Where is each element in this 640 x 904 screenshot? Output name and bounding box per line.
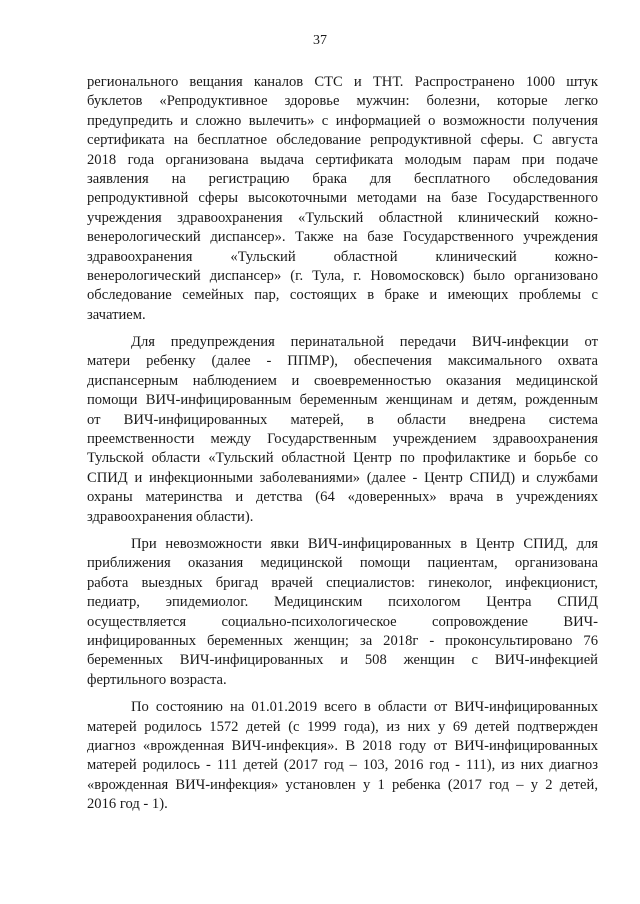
text-line: венерологический диспансер» (г. Тула, г. Новомосковск) было организовано: [87, 267, 598, 284]
text-line: заявления на регистрацию брака для бесплатного обследования: [87, 170, 598, 187]
text-line: Тульской области «Тульский областной Центр по профилактике и борьбе со: [87, 450, 598, 467]
text-line: «врожденная ВИЧ-инфекция» установлен у 1 ребенка (2017 год – у 2 детей,: [87, 776, 598, 793]
text-line: 2018 года организована выдача сертификата молодым парам при подаче: [87, 151, 598, 168]
text-line: здравоохранения области).: [87, 508, 254, 525]
text-line: педиатр, эпидемиолог. Медицинским психологом Центра СПИД: [87, 594, 598, 611]
text-line: беременных ВИЧ-инфицированных и 508 женщин с ВИЧ-инфекцией: [87, 652, 598, 669]
text-line: инфицированных беременных женщин; за 2018г - проконсультировано 76: [87, 632, 598, 649]
text-line: диспансерным наблюдением и своевременностью оказания медицинской: [87, 372, 598, 389]
text-line: от ВИЧ-инфицированных матерей, в области внедрена система: [87, 411, 598, 428]
text-line: При невозможности явки ВИЧ-инфицированных в Центр СПИД, для: [131, 535, 598, 552]
text-line: матерей родилось 1572 детей (с 1999 года), из них у 69 детей подтвержден: [87, 718, 598, 735]
text-line: репродуктивной сферы высокоточными методами на базе Государственного: [87, 190, 598, 207]
paragraph-2: [87, 333, 598, 527]
text-line: зачатием.: [87, 306, 146, 323]
text-line: помощи ВИЧ-инфицированным беременным женщинам и детям, рожденным: [87, 392, 598, 409]
text-line: осуществляется социально-психологическое сопровождение ВИЧ-: [87, 613, 598, 630]
text-line: СПИД и инфекционными заболеваниями» (далее - Центр СПИД) и службами: [87, 469, 598, 486]
text-line: По состоянию на 01.01.2019 всего в области от ВИЧ-инфицированных: [131, 699, 598, 716]
text-line: преемственности между Государственным учреждением здравоохранения: [87, 431, 598, 448]
text-line: регионального вещания каналов СТС и ТНТ. Распространено 1000 штук: [87, 74, 598, 90]
text-line: матери ребенку (далее - ППМР), обеспечения максимального охвата: [87, 353, 598, 370]
text-line: сертификата на бесплатное обследование репродуктивной сферы. С августа: [87, 132, 598, 149]
paragraph-1: [87, 73, 598, 325]
document-body: [87, 73, 598, 814]
text-line: здравоохранения «Тульский областной клинический кожно-: [87, 248, 598, 265]
text-line: 2016 год - 1).: [87, 796, 168, 813]
text-line: учреждения здравоохранения «Тульский областной клинический кожно-: [87, 209, 598, 226]
paragraph-3: [87, 535, 598, 690]
paragraph-4: [87, 698, 598, 814]
text-line: матерей родилось - 111 детей (2017 год – 103, 2016 год - 111), из них диагноз: [87, 757, 598, 774]
text-line: приближения оказания медицинской помощи пациентам, организована: [87, 555, 598, 572]
text-line: работа выездных бригад врачей специалистов: гинеколог, инфекционист,: [87, 574, 598, 591]
page-number: 37: [313, 33, 327, 48]
text-line: обследование семейных пар, состоящих в браке и имеющих проблемы с: [87, 287, 598, 304]
text-line: диагноз «врожденная ВИЧ-инфекция». В 2018 году от ВИЧ-инфицированных: [87, 737, 598, 754]
text-line: Для предупреждения перинатальной передачи ВИЧ-инфекции от: [131, 334, 598, 351]
text-line: фертильного возраста.: [87, 671, 227, 688]
text-line: буклетов «Репродуктивное здоровье мужчин: болезни, которые легко: [87, 93, 598, 110]
text-line: предупредить и сложно вылечить» с информацией о возможности получения: [87, 112, 598, 129]
text-line: охраны материнства и детства (64 «доверенных» врача в учреждениях: [87, 489, 598, 506]
text-line: венерологический диспансер». Также на базе Государственного учреждения: [87, 229, 598, 246]
